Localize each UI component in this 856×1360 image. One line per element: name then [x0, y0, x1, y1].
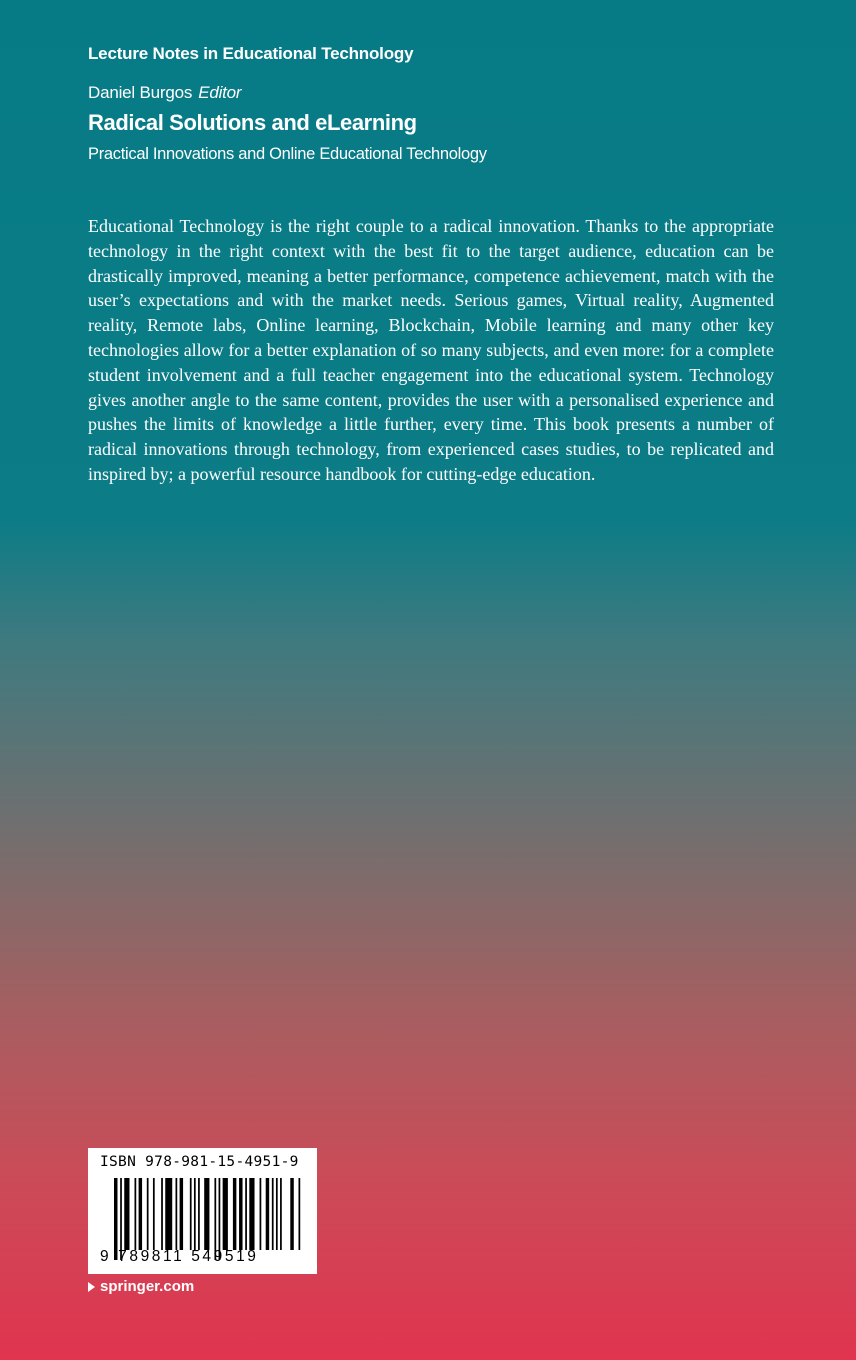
isbn-barcode — [88, 1148, 317, 1274]
book-subtitle: Practical Innovations and Online Educational Technology — [88, 145, 487, 163]
publisher-link-text: springer.com — [100, 1278, 195, 1295]
book-description: Educational Technology is the right couple to a radical innovation. Thanks to the appropriate technology in the right context with the best fit to the target audience, education can be drastically improved, meaning a better performance, competence achievement, match with the user’s expectations and with the market needs. Serious games, Virtual reality, Augmented reality, Remote labs, Online learning, Blockchain, Mobile learning and many other key technologies allow for a better explanation of so many subjects, and even more: for a complete student involvement and a full teacher engagement into the educational system. Technology gives another angle to the same content, provides the user with a personalised experience and pushes the limits of knowledge a little further, every time. This book presents a number of radical innovations through technology, from experienced cases studies, to be replicated and inspired by; a powerful resource handbook for cutting-edge education. — [88, 216, 774, 484]
book-title: Radical Solutions and eLearning — [88, 110, 417, 135]
editor-name: Daniel Burgos — [88, 83, 193, 102]
series-name: Lecture Notes in Educational Technology — [88, 44, 414, 63]
series-heading-block — [88, 44, 788, 64]
isbn-label: ISBN 978-981-15-4951-9 — [100, 1154, 299, 1170]
arrow-right-icon — [88, 1282, 95, 1292]
publisher-link[interactable] — [88, 1278, 194, 1295]
editor-line — [88, 83, 241, 103]
ean-digits: 9 789811 549519 — [100, 1248, 259, 1265]
editor-role: Editor — [198, 83, 242, 102]
